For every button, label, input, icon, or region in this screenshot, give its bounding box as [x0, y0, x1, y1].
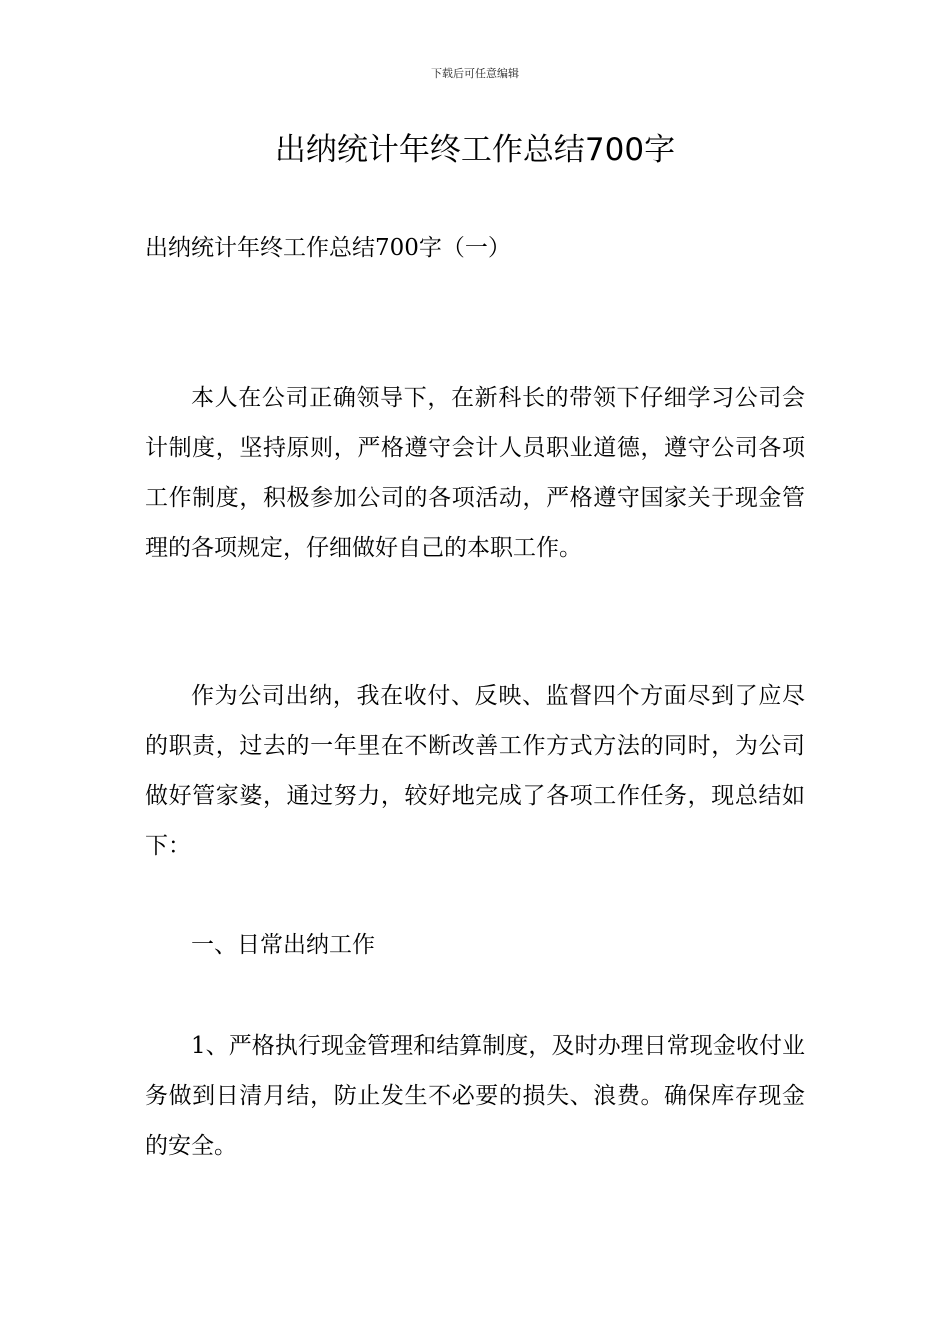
- paragraph-intro: 本人在公司正确领导下，在新科长的带领下仔细学习公司会计制度，坚持原则，严格遵守会计人员职业道德，遵守公司各项工作制度，积极参加公司的各项活动，严格遵守国家关于现金管理的各项规定，仔细做好自己的本职工作。: [145, 385, 805, 561]
- paragraph-duties: 作为公司出纳，我在收付、反映、监督四个方面尽到了应尽的职责，过去的一年里在不断改善工作方式方法的同时，为公司做好管家婆，通过努力，较好地完成了各项工作任务，现总结如下：: [145, 683, 805, 859]
- paragraph-item-1: 1、严格执行现金管理和结算制度，及时办理日常现金收付业务做到日清月结，防止发生不必要的损失、浪费。确保库存现金的安全。: [145, 1033, 805, 1159]
- document-subtitle: 出纳统计年终工作总结700字（一）: [145, 235, 511, 261]
- section-heading: 一、日常出纳工作: [191, 932, 375, 958]
- document-title: 出纳统计年终工作总结700字: [274, 132, 676, 168]
- header-note: 下载后可任意编辑: [431, 67, 519, 80]
